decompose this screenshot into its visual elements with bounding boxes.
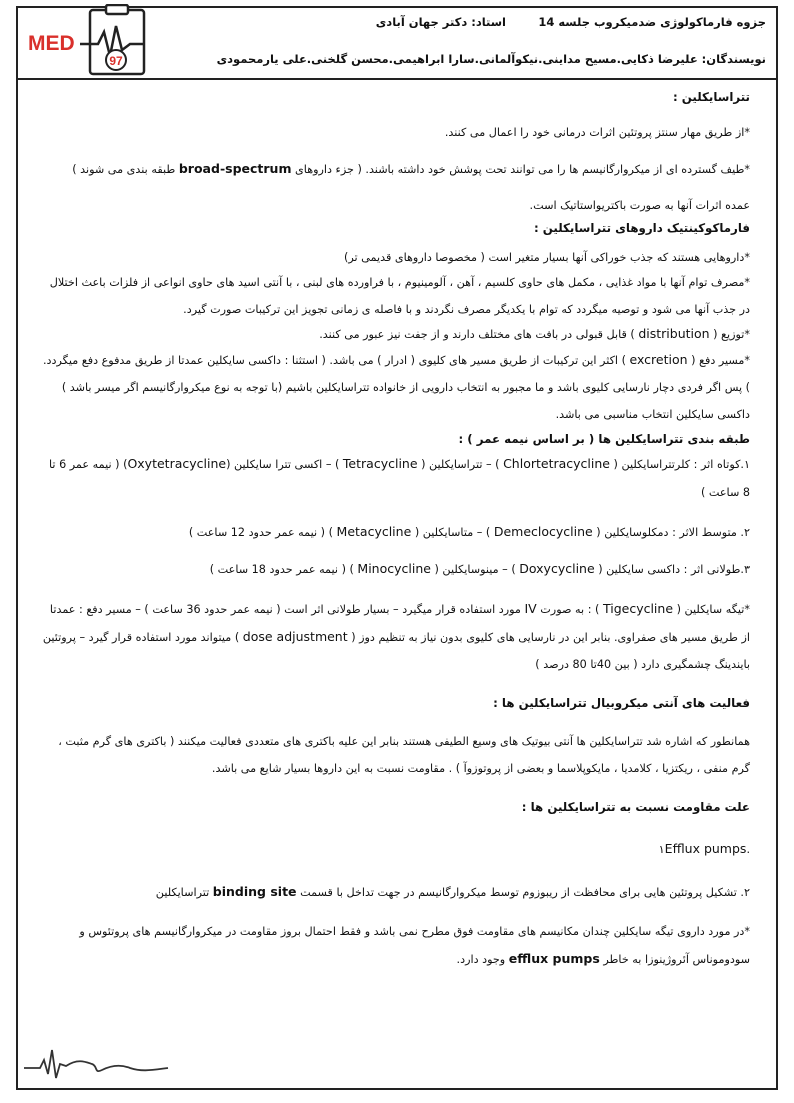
section-title-resistance: علت مقاومت نسبت به تتراسایکلین ها : (521, 800, 750, 814)
paragraph: *طیف گسترده ای از میکروارگانیسم ها را می توانند تحت پوشش خود داشته باشند. ( جزء داروهای broad-spectrum طبقه بندی می شوند ) (72, 161, 750, 176)
logo-number: 97 (109, 54, 123, 68)
med-logo-icon (18, 4, 150, 78)
paragraph: همانطور که اشاره شد تتراسایکلین ها آنتی بیوتیک های وسیع الطیفی هستند بنابر این علیه باکتری های متعددی فعالیت میکنند ( باکتری های گرم مثبت ، گرم منفی ، ریکتزیا ، کلامدیا ، مایکوپلاسما و بعضی از پروتوزوآ ) . مقاومت نسبت به این داروها بسیار شایع می باشد. (58, 735, 750, 775)
authors-line: نویسندگان: علیرضا ذکایی.مسیح مداینی.نیکوآلمانی.سارا ابراهیمی.محسن گلخنی.علی یارمحمودی (216, 52, 766, 66)
list-item: ۲. تشکیل پروتئین هایی برای محافظت از ریبوزوم توسط میکروارگانیسم در جهت تداخل با قسمت binding site تتراسایکلین (155, 884, 750, 899)
handout-title: جزوه فارماکولوژی ضدمیکروب جلسه 14 (538, 15, 766, 29)
paragraph: *در مورد داروی تیگه سایکلین چندان مکانیسم های مقاومت فوق مطرح نمی باشد و فقط احتمال بروز مقاومت در میکروارگانیسم های پروتئوس و سودوموناس آئروژینوزا به خاطر efflux pumps وجود دارد. (79, 925, 750, 966)
section-title-tetracycline: تتراسایکلین : (672, 90, 750, 104)
paragraph: *توزیع ( distribution ) قابل قبولی در بافت های مختلف دارند و از جفت نیز عبور می کنند. (319, 326, 750, 341)
section-title-classification: طبقه بندی تتراسایکلین ها ( بر اساس نیمه عمر ) : (458, 432, 750, 446)
main-content (40, 86, 750, 973)
teacher-name: استاد: دکتر جهان آبادی (375, 15, 506, 29)
section-title-activity: فعالیت های آنتی میکروبیال تتراسایکلین ها : (493, 696, 750, 710)
list-item: ۲. متوسط الاثر : دمکلوسایکلین ( Demeclocycline ) – متاسایکلین ( Metacycline ) ( نیمه عمر حدود 12 ساعت ) (188, 524, 750, 539)
section-title-pharmacokinetics: فارماکوکینتیک داروهای تتراسایکلین : (533, 221, 750, 235)
paragraph: عمده اثرات آنها به صورت باکتریواستاتیک است. (529, 199, 750, 212)
list-item: ۳.طولانی اثر : داکسی سایکلین ( Doxycycline ) – مینوسایکلین ( Minocycline ) ( نیمه عمر حدود 18 ساعت ) (209, 561, 750, 576)
paragraph: *از طریق مهار سنتز پروتئین اثرات درمانی خود را اعمال می کنند. (444, 126, 750, 139)
paragraph: *مصرف توام آنها با مواد غذایی ، مکمل های حاوی کلسیم ، آهن ، آلومینیوم ، با فراورده های لبنی ، با آنتی اسید های حاوی انواعی از فلزات باعث اختلال در جذب آنها می شود و توصیه میگردد که توام با یکدیگر مصرف نگردند و با فاصله ی زمانی تجویز این ترکیبات صورت گیرد. (49, 276, 750, 316)
list-item: .۱Efflux pumps (658, 841, 750, 856)
logo-text: MED (28, 32, 75, 55)
list-item: ۱.کوتاه اثر : کلرتتراسایکلین ( Chlortetracycline ) – تتراسایکلین ( Tetracycline ) – اکسی تترا سایکلین (Oxytetracycline) ( نیمه عمر 6 تا 8 ساعت ) (48, 456, 750, 499)
paragraph: *تیگه سایکلین ( Tigecycline ) : به صورت IV مورد استفاده قرار میگیرد – بسیار طولانی اثر است ( نیمه عمر حدود 36 ساعت ) – مسیر دفع : عمدتا از طریق مسیر های صفراوی. بنابر این در نارسایی های کلیوی بدون نیاز به تنظیم دوز ( dose adjustment ) میتواند مورد استفاده قرار گیرد – پروتئین بایندینگ چشمگیری دارد ( بین 40تا 80 درصد ) (42, 601, 750, 671)
paragraph: *مسیر دفع ( excretion ) اکثر این ترکیبات از طریق مسیر های کلیوی ( ادرار ) می باشد. ( استثنا : داکسی سایکلین عمدتا از طریق مدفوع دفع میگردد. ) پس اگر فردی دچار نارسایی کلیوی باشد و ما مجبور به انتخاب دارویی از خانواده تتراسایکلین باشیم (با توجه به نوع میکروارگانیسم اگر میسر باشد ) داکسی سایکلین انتخاب مناسبی می باشد. (42, 352, 750, 421)
paragraph: *داروهایی هستند که جذب خوراکی آنها بسیار متغیر است ( مخصوصا داروهای قدیمی تر) (343, 251, 750, 264)
heartbeat-signature-icon (22, 1040, 172, 1086)
